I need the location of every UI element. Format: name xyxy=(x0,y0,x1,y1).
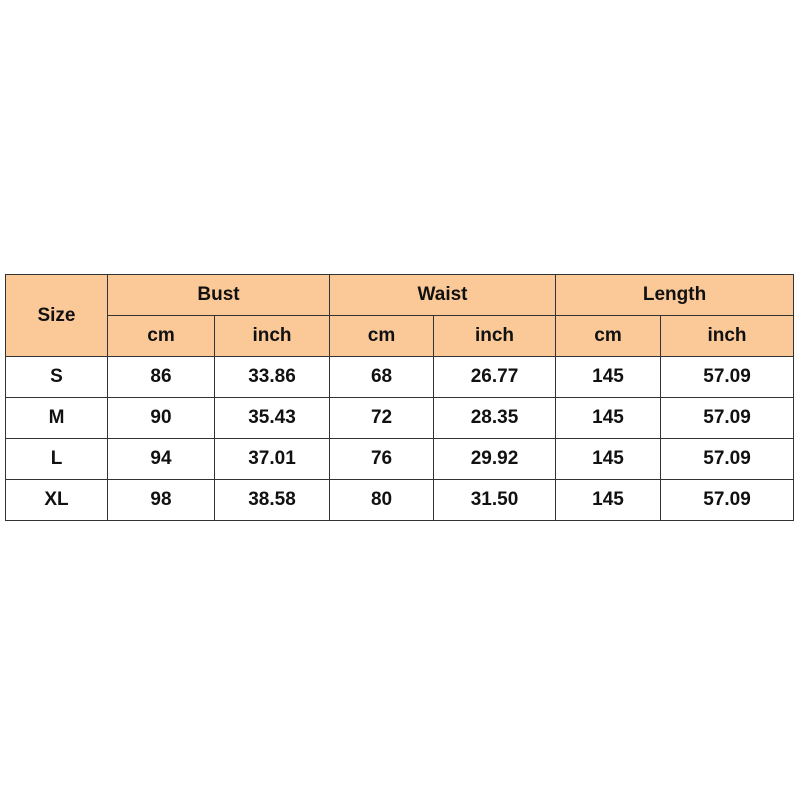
waist-inch-cell: 31.50 xyxy=(434,480,556,521)
waist-inch-cell: 26.77 xyxy=(434,357,556,398)
header-length: Length xyxy=(556,275,794,316)
table-row xyxy=(6,480,794,521)
unit-length-cm: cm xyxy=(556,316,661,357)
length-inch-cell: 57.09 xyxy=(661,357,794,398)
header-row-groups xyxy=(6,275,794,316)
waist-cm-cell: 68 xyxy=(330,357,434,398)
table-body xyxy=(6,357,794,521)
size-cell: S xyxy=(6,357,108,398)
bust-cm-cell: 94 xyxy=(108,439,215,480)
unit-bust-cm: cm xyxy=(108,316,215,357)
length-cm-cell: 145 xyxy=(556,480,661,521)
waist-inch-cell: 29.92 xyxy=(434,439,556,480)
table-header xyxy=(6,275,794,357)
unit-waist-inch: inch xyxy=(434,316,556,357)
bust-cm-cell: 90 xyxy=(108,398,215,439)
header-size: Size xyxy=(6,275,108,357)
length-inch-cell: 57.09 xyxy=(661,439,794,480)
waist-cm-cell: 72 xyxy=(330,398,434,439)
bust-inch-cell: 38.58 xyxy=(215,480,330,521)
waist-inch-cell: 28.35 xyxy=(434,398,556,439)
length-inch-cell: 57.09 xyxy=(661,480,794,521)
unit-bust-inch: inch xyxy=(215,316,330,357)
unit-waist-cm: cm xyxy=(330,316,434,357)
table-row xyxy=(6,439,794,480)
bust-inch-cell: 37.01 xyxy=(215,439,330,480)
waist-cm-cell: 80 xyxy=(330,480,434,521)
header-row-units xyxy=(6,316,794,357)
length-cm-cell: 145 xyxy=(556,398,661,439)
unit-length-inch: inch xyxy=(661,316,794,357)
table-row xyxy=(6,357,794,398)
length-cm-cell: 145 xyxy=(556,357,661,398)
header-waist: Waist xyxy=(330,275,556,316)
bust-cm-cell: 86 xyxy=(108,357,215,398)
size-cell: L xyxy=(6,439,108,480)
size-cell: XL xyxy=(6,480,108,521)
waist-cm-cell: 76 xyxy=(330,439,434,480)
table-row xyxy=(6,398,794,439)
bust-inch-cell: 33.86 xyxy=(215,357,330,398)
length-inch-cell: 57.09 xyxy=(661,398,794,439)
size-chart-table xyxy=(5,274,794,521)
length-cm-cell: 145 xyxy=(556,439,661,480)
bust-cm-cell: 98 xyxy=(108,480,215,521)
size-cell: M xyxy=(6,398,108,439)
header-bust: Bust xyxy=(108,275,330,316)
bust-inch-cell: 35.43 xyxy=(215,398,330,439)
